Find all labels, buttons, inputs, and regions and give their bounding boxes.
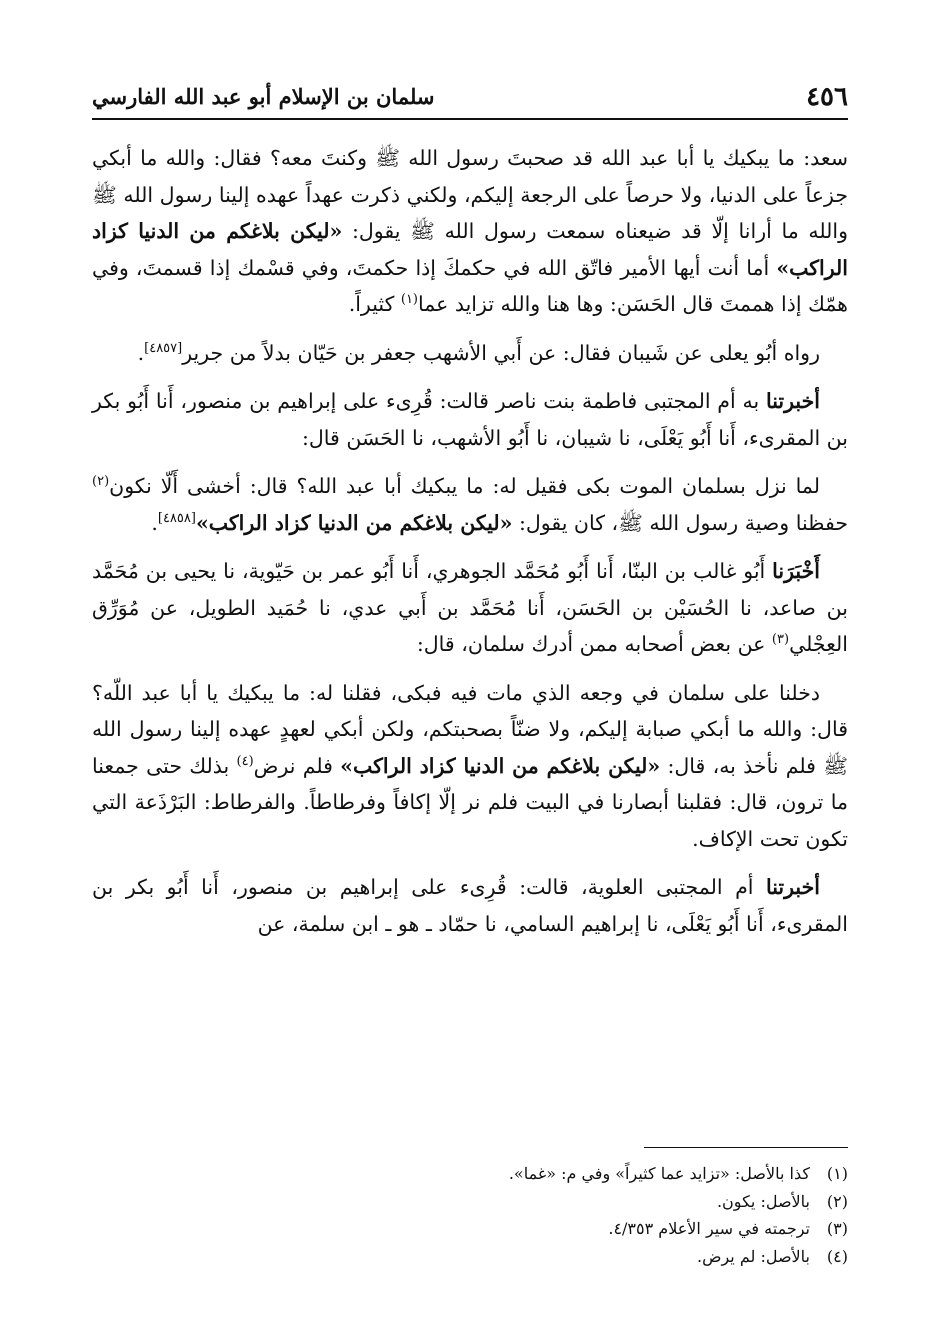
text-run: لما نزل بسلمان الموت بكى فقيل له: ما يبكيك أبا عبد الله؟ قال: أخشى أَلّا نكون <box>109 474 820 498</box>
footnote-ref: (٢) <box>92 474 110 490</box>
paragraph-5 <box>92 553 848 663</box>
footnote-3 <box>92 1215 848 1243</box>
running-title: سلمان بن الإسلام أبو عبد الله الفارسي <box>92 84 435 109</box>
text-run: به أم المجتبى فاطمة بنت ناصر قالت: قُرِىء على إبراهيم بن منصور، أَنا أَبُو بكر بن المقرىء، أَنا أَبُو يَعْلَى، نا شيبان، نا أَبُو الأشهب، نا الحَسَن قال: <box>92 389 848 450</box>
paragraph-4 <box>92 468 848 541</box>
isnad-keyword: أَخْبَرَنا <box>772 559 820 583</box>
footnote-4 <box>92 1243 848 1271</box>
main-text <box>92 140 848 954</box>
text-run: دخلنا على سلمان في وجعه الذي مات فيه فبكى، فقلنا له: ما يبكيك يا أبا عبد اللّه؟ قال: والله ما أبكي صبابة إليكم، ولا ضنّاً بصحبتكم، ولكن أبكي لعهدٍ عهده إلينا رسول الله ﷺ فلم نأخذ به، قال: <box>92 680 848 778</box>
text-run: فلم نرض <box>253 753 341 778</box>
footnote-text: بالأصل: يكون. <box>716 1191 810 1211</box>
text-run: أم المجتبى العلوية، قالت: قُرِىء على إبراهيم بن منصور، أَنا أَبُو بكر بن المقرىء، أَنا أَبُو يَعْلَى، نا إبراهيم السامي، نا حمّاد ـ هو ـ ابن سلمة، عن <box>92 875 848 936</box>
text-run: سعد: ما يبكيك يا أبا عبد الله قد صحبتَ رسول الله ﷺ وكنتَ معه؟ فقال: والله ما أبكي جزعاً على الدنيا، ولا حرصاً على الرجعة إليكم، ولكني ذكرت عهداً عهده إلينا رسول الله ﷺ والله ما أرانا إلّا قد ضيعناه سمعت رسول الله ﷺ يقول: <box>92 146 848 243</box>
text-run: عن بعض أصحابه ممن أدرك سلمان، قال: <box>416 632 772 656</box>
footnote-ref: (٣) <box>771 632 790 648</box>
footnotes <box>92 1160 848 1270</box>
hadith-quote: «ليكن بلاغكم من الدنيا كزاد الراكب» <box>340 753 661 778</box>
footnote-number: (٣) <box>826 1219 848 1238</box>
text-run: أَبُو غالب بن البنّا، أَنا أَبُو مُحَمَّد الجوهري، أَنا أَبُو عمر بن حَيّوية، نا يحيى بن مُحَمَّد بن صاعد، نا الحُسَيْن بن الحَسَن، أَنا مُحَمَّد بن أَبي عدي، نا حُمَيد الطويل، عن مُوَرِّق العِجْلي <box>92 559 848 656</box>
footnote-text: بالأصل: لم يرض. <box>697 1246 810 1266</box>
footnote-2 <box>92 1188 848 1216</box>
isnad-keyword: أخبرتنا <box>765 389 820 413</box>
footnote-ref: (١) <box>400 292 418 308</box>
hadith-number: [٤٨٥٧] <box>144 340 183 356</box>
page-number: ٤٥٦ <box>806 82 848 112</box>
text-run: كثيراً. <box>348 292 401 316</box>
text-run: حفظنا وصية رسول الله ﷺ، كان يقول: <box>512 510 848 535</box>
paragraph-7 <box>92 869 848 942</box>
running-header <box>92 78 848 120</box>
paragraph-1 <box>92 140 848 323</box>
hadith-quote: «ليكن بلاغكم من الدنيا كزاد الراكب» <box>92 219 848 280</box>
footnote-text: ترجمته في سير الأعلام ٤/٣٥٣. <box>608 1219 810 1238</box>
isnad-keyword: أخبرتنا <box>765 875 820 899</box>
text-run: رواه أبُو يعلى عن شَيبان فقال: عن أَبي الأشهب جعفر بن حَيّان بدلاً من جرير <box>182 340 820 365</box>
text-run: . <box>151 510 158 535</box>
footnote-number: (١) <box>826 1164 848 1183</box>
text-run: . <box>137 340 145 365</box>
footnote-ref: (٤) <box>236 753 254 769</box>
text-run: أما أنت أيها الأمير فاتّق الله في حكمكَ إذا حكمتَ، وفي قسْمك إذا قسمتَ، وفي همّك إذا هممتَ قال الحَسَن: وها هنا والله تزايد عما <box>92 255 848 316</box>
footnote-divider <box>644 1147 848 1148</box>
paragraph-6 <box>92 675 848 858</box>
paragraph-3 <box>92 383 848 456</box>
paragraph-2 <box>92 335 848 372</box>
hadith-number: [٤٨٥٨] <box>157 510 196 526</box>
footnote-1 <box>92 1160 848 1188</box>
text-run: بذلك حتى جمعنا ما ترون، قال: فقلبنا أبصارنا في البيت فلم نر إلّا إكافاً وفرطاطاً. والفرطاط: البَرْذَعة التي تكون تحت الإكاف. <box>92 753 848 851</box>
footnote-number: (٤) <box>826 1246 848 1266</box>
hadith-quote: «ليكن بلاغكم من الدنيا كزاد الراكب» <box>195 510 513 535</box>
footnote-number: (٢) <box>826 1191 848 1211</box>
footnote-text: كذا بالأصل: «تزايد عما كثيراً» وفي م: «غما». <box>508 1164 810 1183</box>
